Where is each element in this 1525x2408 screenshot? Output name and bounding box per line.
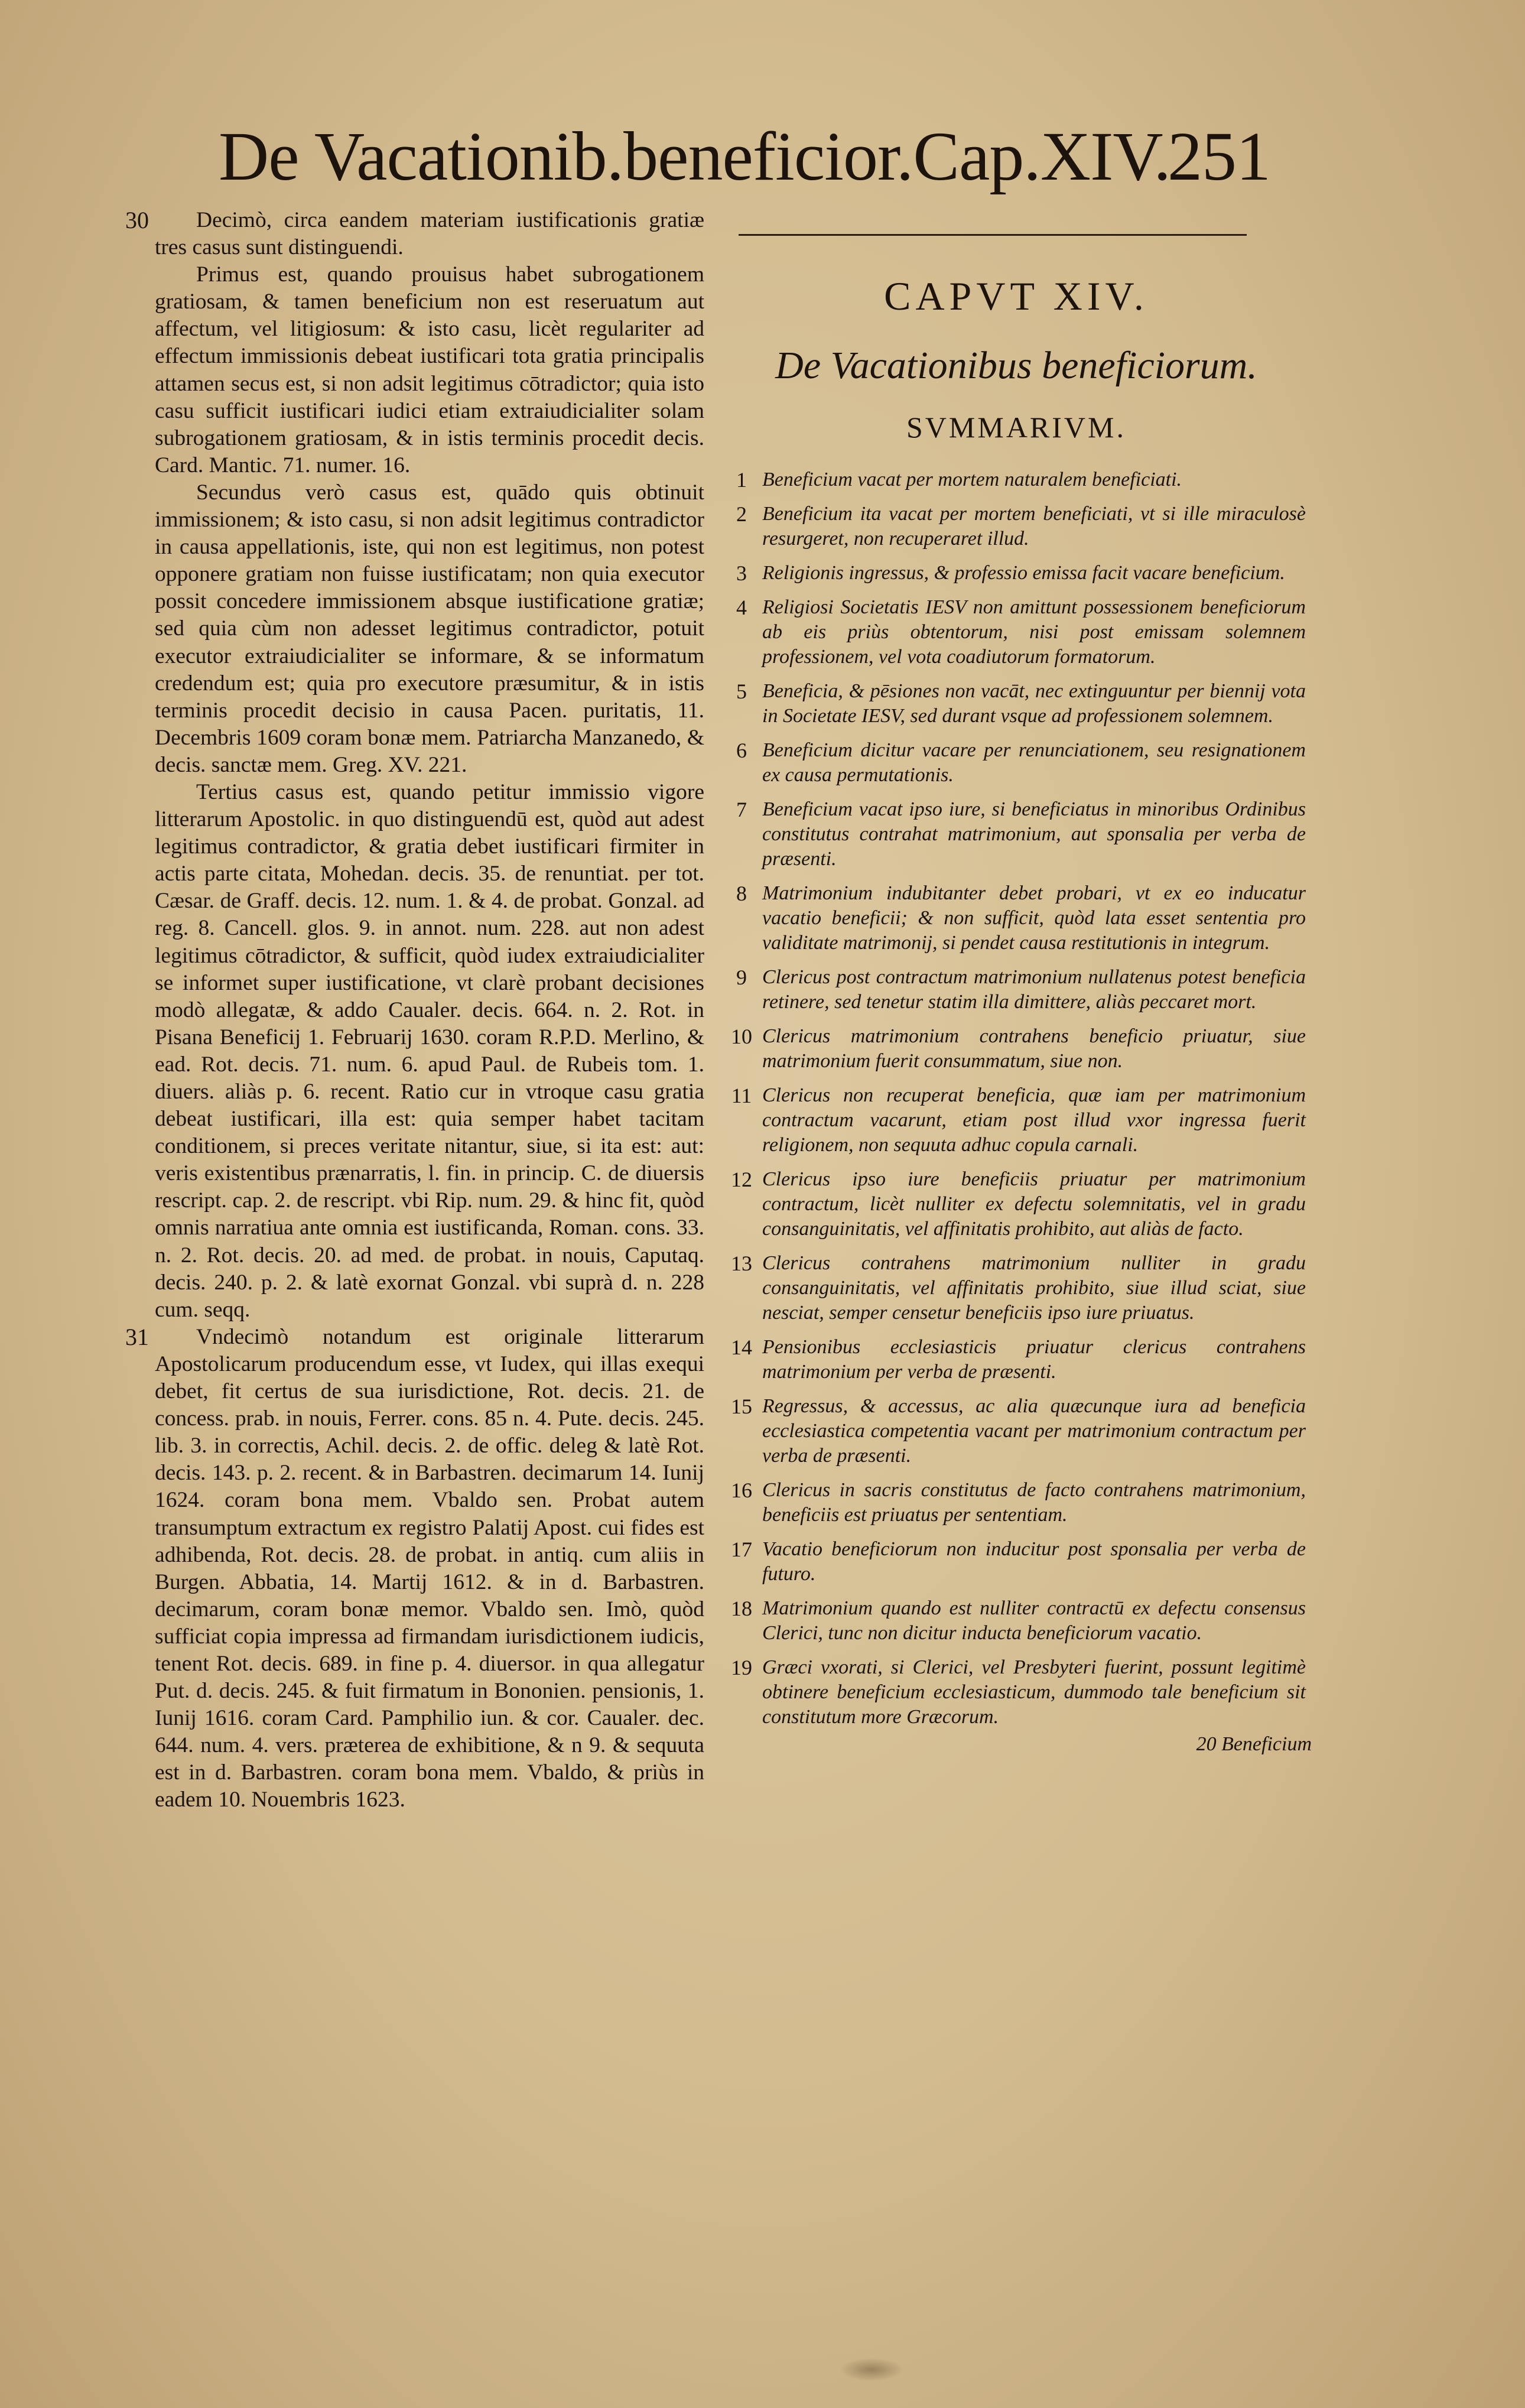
- chapter-title: CAPVT XIV.: [884, 274, 1149, 319]
- summary-item-text: Græci vxorati, si Clerici, vel Presbyteri fuerint, possunt legitimè obtinere beneficium ecclesiasticum, dummodo tale beneficium sit constitutum more Græcorum.: [762, 1656, 1306, 1728]
- summary-item-text: Beneficium vacat per mortem naturalem beneficiati.: [762, 469, 1182, 490]
- margin-number: 30: [125, 207, 149, 233]
- left-column: [125, 207, 704, 1814]
- summary-item-text: Matrimonium indubitanter debet probari, vt ex eo inducatur vacatio beneficii; & non sufficit, quòd lata esset sententia pro validitate matrimonij, si pendet causa restitutionis in integrum.: [762, 882, 1306, 954]
- summary-item-number: 13: [731, 1252, 752, 1275]
- page-number: 251: [1168, 118, 1270, 195]
- summary-item-number: 17: [731, 1538, 752, 1561]
- right-column: [721, 207, 1312, 1755]
- summary-item-number: 18: [731, 1597, 752, 1620]
- summary-item-text: Religionis ingressus, & professio emissa facit vacare beneficium.: [762, 562, 1285, 584]
- paragraph-vndecimo: [125, 1323, 704, 1814]
- summary-item-number: 8: [736, 882, 747, 905]
- summary-item-number: 2: [736, 502, 747, 526]
- margin-number: 31: [125, 1323, 149, 1350]
- summary-item: [721, 1596, 1312, 1646]
- summary-item: [721, 1167, 1312, 1242]
- summary-item-number: 14: [731, 1335, 752, 1359]
- summary-item: [721, 1024, 1312, 1074]
- summary-item-text: Clericus matrimonium contrahens beneficio priuatur, siue matrimonium fuerit consummatum, siue non.: [762, 1025, 1306, 1072]
- summary-item: [721, 1537, 1312, 1587]
- summary-item: [721, 1478, 1312, 1528]
- summary-item: [721, 1655, 1312, 1730]
- paragraph-text: Decimò, circa eandem materiam iustificationis gratiæ tres casus sunt distinguendi.: [155, 208, 704, 260]
- summary-item-text: Clericus post contractum matrimonium nullatenus potest beneficia retinere, sed tenetur statim illa dimittere, aliàs peccaret mort.: [762, 966, 1306, 1013]
- summary-item-number: 12: [731, 1168, 752, 1191]
- summarium-heading: SVMMARIVM.: [906, 411, 1126, 444]
- paragraph-tertius: [155, 779, 704, 1324]
- summary-item-number: 19: [731, 1656, 752, 1679]
- summary-item: [721, 1335, 1312, 1385]
- running-header: [219, 112, 1276, 201]
- chapter-subtitle: De Vacationibus beneficiorum.: [775, 344, 1257, 387]
- paragraph-primus: [155, 261, 704, 479]
- summary-item: [721, 502, 1312, 551]
- summary-item-number: 1: [736, 468, 747, 492]
- summary-item-number: 10: [731, 1025, 752, 1048]
- summary-item-number: 6: [736, 739, 747, 762]
- summary-item-number: 11: [731, 1084, 752, 1107]
- paragraph-text: Secundus verò casus est, quādo quis obtinuit immissionem; & isto casu, si non adsit legitimus contradictor in causa appellationis, iste, qui non est legitimus, non potest opponere gratiam non fuisse iustificatam; non quia executor possit concedere immissionem absque iustificatione gratiæ; sed quia cùm non adesset legitimus contradictor, potuit executor extraiudicialiter se informare, & se informatum credendum est; quia pro executore præsumitur, & in istis terminis procedit decisio in causa Pacen. puritatis, 11. Decembris 1609 coram bonæ mem. Patriarcha Manzanedo, & decis. sanctæ mem. Greg. XV. 221.: [155, 480, 704, 777]
- summary-item: [721, 738, 1312, 788]
- summary-item: [721, 1083, 1312, 1158]
- summary-item-text: Beneficium ita vacat per mortem beneficiati, vt si ille miraculosè resurgeret, non recuperaret illud.: [762, 503, 1306, 550]
- paragraph-text: Vndecimò notandum est originale litterarum Apostolicarum producendum esse, vt Iudex, qui illas exequi debet, fit certus de sua iurisdictione, Rot. decis. 21. de concess. prab. in nouis, Ferrer. cons. 85 n. 4. Pute. decis. 245. lib. 3. in correctis, Achil. decis. 2. de offic. deleg & latè Rot. decis. 143. p. 2. recent. & in Barbastren. decimarum 14. Iunij 1624. coram bona mem. Vbaldo sen. Probat autem transumptum extractum ex registro Palatij Apost. cui fides est adhibenda, Rot. decis. 28. de probat. in antiq. cum aliis in Burgen. Abbatia, 14. Martij 1612. & in d. Barbastren. decimarum, coram bonæ memor. Vbaldo sen. Imò, quòd sufficiat copia impressa ad firmandam iurisdictionem iudicis, tenent Rot. decis. 689. in fine p. 4. diuersor. in qua allegatur Put. d. decis. 245. & fuit firmatum in Bononien. pensionis, 1. Iunij 1616. coram Card. Pamphilio iun. & cor. Caualer. dec. 644. num. 4. vers. præterea de exhibitione, & n 9. & sequuta est in d. Barbastren. coram bona mem. Vbaldo, & priùs in eadem 10. Nouembris 1623.: [155, 1324, 704, 1812]
- summary-item: [721, 881, 1312, 956]
- summary-item: [721, 467, 1312, 492]
- summary-item-text: Beneficium vacat ipso iure, si beneficiatus in minoribus Ordinibus constitutus contrahat matrimonium, aut sponsalia per verba de præsenti.: [762, 798, 1306, 870]
- summary-list: [721, 467, 1312, 1730]
- paragraph-decimo: [125, 207, 704, 261]
- summary-item-text: Clericus in sacris constitutus de facto contrahens matrimonium, beneficiis est priuatus per sententiam.: [762, 1479, 1306, 1526]
- paragraph-secundus: [155, 479, 704, 779]
- header-rule: [739, 234, 1247, 236]
- summary-item: [721, 595, 1312, 670]
- summary-item-number: 4: [736, 596, 747, 619]
- summary-item-text: Clericus contrahens matrimonium nulliter in gradu consanguinitatis, vel affinitatis prohibito, siue illud sciat, siue nesciat, semper censetur beneficiis ipso iure priuatus.: [762, 1252, 1306, 1324]
- summary-item: [721, 797, 1312, 872]
- summary-item-text: Beneficia, & pēsiones non vacāt, nec extinguuntur per biennij vota in Societate IESV, sed durant vsque ad professionem solemnem.: [762, 680, 1306, 727]
- summary-item-number: 3: [736, 561, 747, 585]
- summary-item-text: Matrimonium quando est nulliter contractū ex defectu consensus Clerici, tunc non dicitur inducta beneficiorum vacatio.: [762, 1597, 1306, 1644]
- summary-item-text: Clericus ipso iure beneficiis priuatur per matrimonium contractum, licèt nulliter ex defectu solemnitatis, vel in gradu consanguinitatis, vel affinitatis prohibito, aut aliàs de facto.: [762, 1168, 1306, 1240]
- summary-item-number: 5: [736, 680, 747, 703]
- summary-item-number: 9: [736, 966, 747, 989]
- paragraph-text: Primus est, quando prouisus habet subrogationem gratiosam, & tamen beneficium non est reseruatum aut affectum, vel litigiosum: & isto casu, licèt regulariter ad effectum immissionis debeat iustificari tota gratia principalis attamen secus est, si non adsit legitimus cōtradictor; quia isto casu sufficit iustificari iudici etiam extraiudicialiter solam subrogationem gratiosam, & in istis terminis procedit decis. Card. Mantic. 71. numer. 16.: [155, 262, 704, 477]
- summary-item-text: Pensionibus ecclesiasticis priuatur clericus contrahens matrimonium per verba de præsenti.: [762, 1336, 1306, 1383]
- summary-item-text: Beneficium dicitur vacare per renunciationem, seu resignationem ex causa permutationis.: [762, 739, 1306, 786]
- summary-item-text: Regressus, & accessus, ac alia quæcunque iura ad beneficia ecclesiastica competentia vacant per matrimonium contractum per verba de præsenti.: [762, 1395, 1306, 1467]
- running-title: De Vacationib.beneficior.Cap.XIV.: [219, 118, 1170, 195]
- catchword: 20 Beneficium: [1196, 1733, 1312, 1755]
- ink-blot: [839, 2358, 904, 2381]
- summary-item-text: Vacatio beneficiorum non inducitur post sponsalia per verba de futuro.: [762, 1538, 1306, 1585]
- summary-item-text: Clericus non recuperat beneficia, quæ iam per matrimonium contractum vacarunt, etiam post illud vxor ingressa fuerit religionem, non sequuta adhuc copula carnali.: [762, 1084, 1306, 1156]
- summary-item: [721, 1394, 1312, 1468]
- summary-item: [721, 965, 1312, 1015]
- summary-item-text: Religiosi Societatis IESV non amittunt possessionem beneficiorum ab eis priùs obtentorum, nisi post emissam solemnem professionem, vel vota coadiutorum formatorum.: [762, 596, 1306, 668]
- summary-item-number: 7: [736, 798, 747, 821]
- paragraph-text: Tertius casus est, quando petitur immissio vigore litterarum Apostolic. in quo distinguendū est, quòd aut adest legitimus contradictor, & gratia debet iustificari firmiter in actis parte citata, Mohedan. decis. 35. de renuntiat. per tot. Cæsar. de Graff. decis. 12. num. 1. & 4. de probat. Gonzal. ad reg. 8. Cancell. glos. 9. in annot. num. 228. aut non adest legitimus cōtradictor, & sufficit, quòd iudex extraiudicialiter se informet super iustificatione, vt clarè probant decisiones modò allegatæ, & addo Caualer. decis. 664. n. 2. Rot. in Pisana Beneficij 1. Februarij 1630. coram R.P.D. Merlino, & ead. Rot. decis. 71. num. 6. apud Paul. de Rubeis tom. 1. diuers. aliàs p. 6. recent. Ratio cur in vtroque casu gratia debeat iustificari, illa est: quia semper habet tacitam conditionem, si preces veritate nitantur, siue, si ita est: aut: veris existentibus prænarratis, l. fin. in princip. C. de diuersis rescript. cap. 2. de rescript. vbi Rip. num. 29. & hinc fit, quòd omnis narratiua ante omnia est iustificanda, Roman. cons. 33. n. 2. Rot. decis. 20. ad med. de probat. in nouis, Caputaq. decis. 240. p. 2. & latè exornat Gonzal. vbi suprà d. n. 228 cum. seqq.: [155, 779, 704, 1322]
- summary-item-number: 16: [731, 1478, 752, 1502]
- summary-item: [721, 1251, 1312, 1325]
- summary-item: [721, 679, 1312, 729]
- summary-item: [721, 561, 1312, 586]
- summary-item-number: 15: [731, 1395, 752, 1418]
